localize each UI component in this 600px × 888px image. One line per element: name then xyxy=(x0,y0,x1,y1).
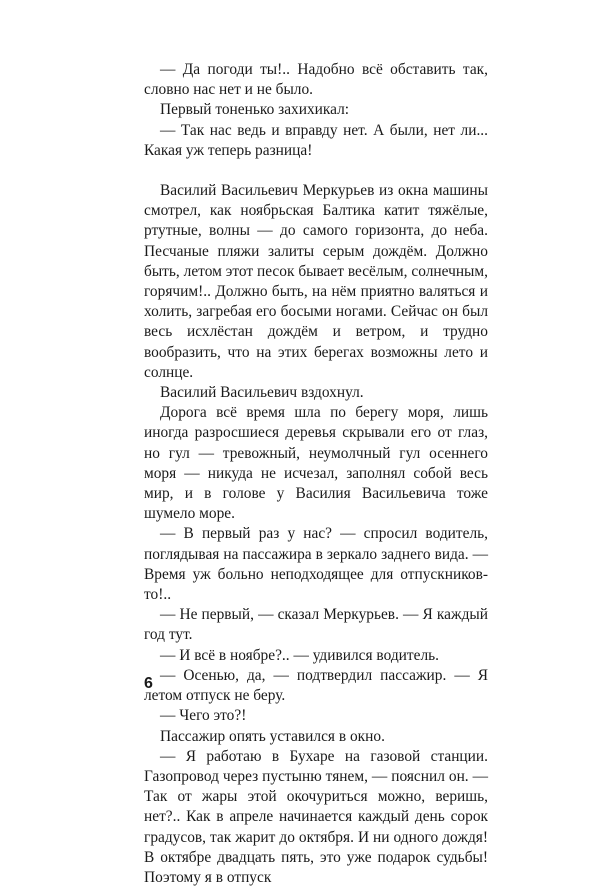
paragraph: — И всё в ноябре?.. — удивился водитель. xyxy=(160,646,440,664)
section-break xyxy=(144,161,488,181)
paragraph: — Не первый, — сказал Меркурьев. — Я каждый год тут. xyxy=(144,606,488,644)
paragraph: Дорога всё время шла по берегу моря, лишь иногда разросшиеся деревья скрывали его от глаз, но гул — тревожный, неумолчный гул осеннего моря — никуда не исчезал, заполнял собой весь мир, и в голове у Василия Васильевича тоже шумело море. xyxy=(144,404,488,523)
paragraph: Василий Васильевич Меркурьев из окна машины смотрел, как ноябрьская Балтика катит тяжёлые, ртутные, волны — до самого горизонта, до неба. Песчаные пляжи залиты серым дождём. Должно быть, летом этот песок бывает весёлым, солнечным, горячим!.. Должно быть, на нём приятно валяться и холить, загребая его босыми ногами. Сейчас он был весь исхлёстан дождём и ветром, и трудно вообразить, что на этих берегах возможны лето и солнце. xyxy=(144,182,488,381)
page-number: 6 xyxy=(144,675,153,692)
paragraph: — Осенью, да, — подтвердил пассажир. — Я летом отпуск не беру. xyxy=(144,666,488,705)
paragraph: — Так нас ведь и вправду нет. А были, нет ли... Какая уж теперь разница! xyxy=(144,121,488,159)
paragraph: Первый тоненько захихикал: xyxy=(160,101,350,119)
paragraph: Пассажир опять уставился в окно. xyxy=(160,727,385,745)
body-text xyxy=(144,60,488,888)
paragraph: — Чего это?! xyxy=(160,707,247,725)
paragraph: — В первый раз у нас? — спросил водитель, поглядывая на пассажира в зеркало заднего вида. — Время уж больно неподходящее для отпускников-то!.. xyxy=(144,525,488,604)
paragraph: — Да погоди ты!.. Надобно всё обставить так, словно нас нет и не было. xyxy=(144,61,488,99)
paragraph: Василий Васильевич вздохнул. xyxy=(160,384,364,402)
paragraph: — Я работаю в Бухаре на газовой станции. Газопровод через пустыню тянем, — пояснил он. — Так от жары этой окочуриться можно, веришь, нет?.. Как в апреле начинается каждый день сорок градусов, так жарит до октября. И ни одного дождя! В октябре двадцать пять, это уже подарок судьбы! Поэтому я в отпуск xyxy=(144,747,488,886)
